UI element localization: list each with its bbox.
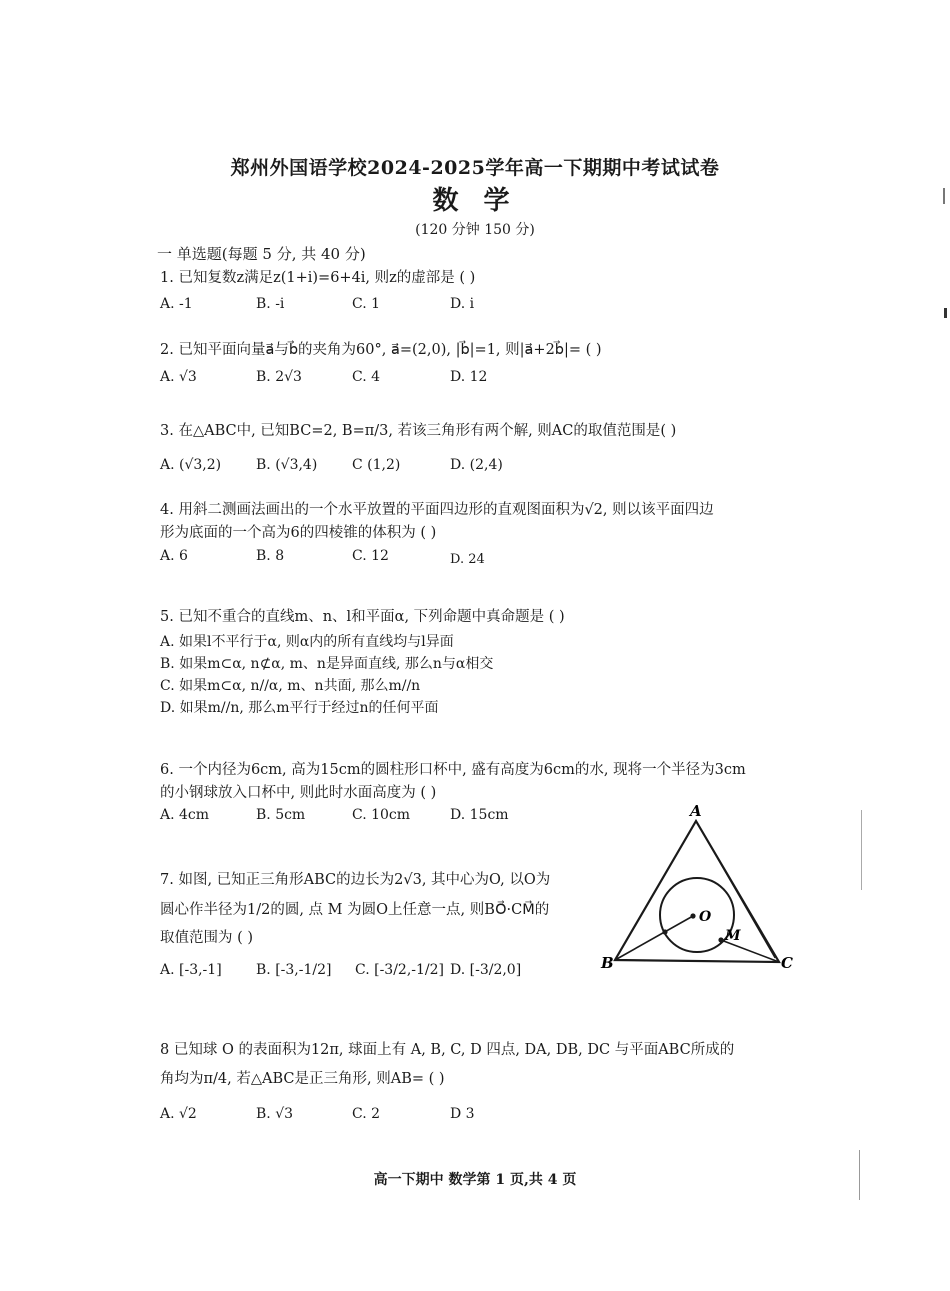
question-2-option-c: C. 4 [352,369,381,385]
question-6-option-c: C. 10cm [352,807,411,823]
scan-mark [943,188,945,204]
question-3-option-c: C (1,2) [352,457,401,473]
question-7-option-b: B. [-3,-1/2] [256,962,332,978]
point-o [690,913,695,918]
label-m: M [725,928,741,944]
label-b: B [601,954,614,972]
page-footer: 高一下期中 数学第 1 页,共 4 页 [373,1172,577,1188]
label-a: A [690,802,702,820]
question-8-option-b: B. √3 [256,1106,294,1122]
question-6-option-d: D. 15cm [450,807,509,823]
point-m [718,937,723,942]
question-4-option-b: B. 8 [256,548,285,564]
question-6-option-b: B. 5cm [256,807,306,823]
question-4-option-d: D. 24 [450,552,485,567]
section-heading: 一 单选题(每题 5 分, 共 40 分) [157,245,366,263]
question-1-option-c: C. 1 [352,296,381,312]
question-4-option-c: C. 12 [352,548,389,564]
question-2-option-d: D. 12 [450,369,488,385]
question-7-stem-line-1: 7. 如图, 已知正三角形ABC的边长为2√3, 其中心为O, 以O为 [160,872,551,888]
question-6-stem-line-1: 6. 一个内径为6cm, 高为15cm的圆柱形口杯中, 盛有高度为6cm的水, 现将一个半径为3cm [160,762,746,778]
question-3-stem: 3. 在△ABC中, 已知BC=2, B=π/3, 若该三角形有两个解, 则AC的取值范围是( ) [160,423,677,439]
question-5-option-d: D. 如果m//n, 那么m平行于经过n的任何平面 [160,700,439,716]
question-1-option-b: B. -i [256,296,285,312]
question-7-option-a: A. [-3,-1] [160,962,222,978]
scan-line [861,810,862,890]
triangle-circle-figure [595,800,805,975]
question-1-stem: 1. 已知复数z满足z(1+i)=6+4i, 则z的虚部是 ( ) [160,270,476,286]
question-7-stem-line-2: 圆心作半径为1/2的圆, 点 M 为圆O上任意一点, 则BO⃗·CM⃗的 [160,902,550,918]
triangle-abc [615,821,779,962]
label-o: O [699,909,712,925]
question-2-option-a: A. √3 [160,369,197,385]
exam-title: 郑州外国语学校2024-2025学年高一下期期中考试试卷 [230,157,720,179]
question-3-option-a: A. (√3,2) [160,457,222,473]
question-8-option-d: D 3 [450,1106,475,1122]
subject-heading: 数 学 [432,186,518,216]
question-6-stem-line-2: 的小钢球放入口杯中, 则此时水面高度为 ( ) [160,785,437,801]
question-5-option-a: A. 如果l不平行于α, 则α内的所有直线均与l异面 [160,634,454,650]
question-5-option-b: B. 如果m⊂α, n⊄α, m、n是异面直线, 那么n与α相交 [160,656,494,672]
question-5-option-c: C. 如果m⊂α, n//α, m、n共面, 那么m//n [160,678,421,694]
scan-mark [944,308,947,318]
question-1-option-d: D. i [450,296,475,312]
question-8-stem-line-2: 角均为π/4, 若△ABC是正三角形, 则AB= ( ) [160,1071,445,1087]
question-8-stem-line-1: 8 已知球 O 的表面积为12π, 球面上有 A, B, C, D 四点, DA, DB, DC 与平面ABC所成的 [160,1042,735,1058]
question-3-option-b: B. (√3,4) [256,457,318,473]
question-3-option-d: D. (2,4) [450,457,503,473]
point-on-circle [662,929,667,934]
time-score-info: (120 分钟 150 分) [415,222,535,238]
question-8-option-a: A. √2 [160,1106,197,1122]
question-4-stem-line-2: 形为底面的一个高为6的四棱锥的体积为 ( ) [160,525,437,541]
question-4-stem-line-1: 4. 用斜二测画法画出的一个水平放置的平面四边形的直观图面积为√2, 则以该平面四边 [160,502,714,518]
question-4-option-a: A. 6 [160,548,188,564]
label-c: C [781,954,793,972]
question-7-option-d: D. [-3/2,0] [450,962,522,978]
question-6-option-a: A. 4cm [160,807,210,823]
question-5-stem: 5. 已知不重合的直线m、n、l和平面α, 下列命题中真命题是 ( ) [160,609,565,625]
question-8-option-c: C. 2 [352,1106,381,1122]
question-2-stem: 2. 已知平面向量a⃗与b⃗的夹角为60°, a⃗=(2,0), |b⃗|=1, 则|a⃗+2b⃗|= ( ) [160,342,602,358]
question-7-stem-line-3: 取值范围为 ( ) [160,930,254,946]
scan-line [859,1150,860,1200]
question-7-option-c: C. [-3/2,-1/2] [355,962,445,978]
question-1-option-a: A. -1 [160,296,193,312]
question-2-option-b: B. 2√3 [256,369,302,385]
